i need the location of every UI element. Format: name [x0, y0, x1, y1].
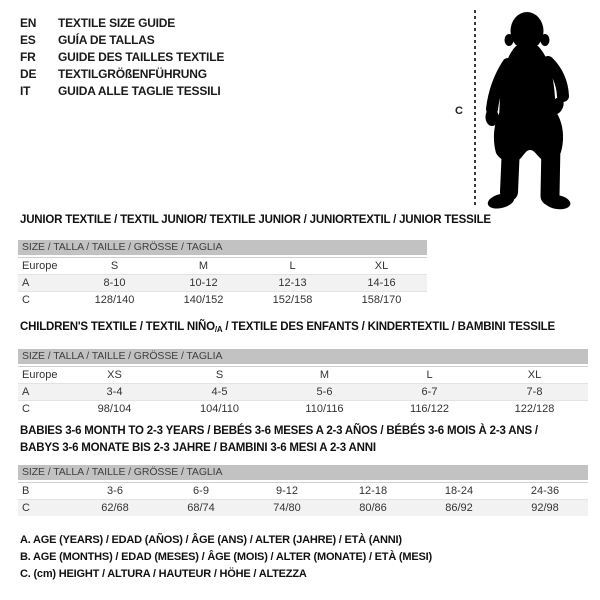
table-cell: 104/110	[200, 403, 239, 415]
row-label: B	[22, 485, 30, 497]
table-cell: 68/74	[187, 502, 215, 514]
table-cell: L	[289, 260, 296, 272]
table-cell: 4-5	[211, 386, 228, 398]
title-part: / TEXTILE DES ENFANTS / KINDERTEXTIL / BAMBINI TESSILE	[222, 321, 555, 333]
lang-code: FR	[20, 50, 36, 64]
lang-row-en	[20, 15, 224, 32]
lang-row-fr	[20, 49, 224, 66]
legend-footnotes	[20, 532, 432, 583]
footnote-c: C. (cm) HEIGHT / ALTURA / HAUTEUR / HÖHE / ALTEZZA	[20, 568, 307, 580]
table-cell: L	[426, 369, 433, 381]
table-cell: 116/122	[410, 403, 449, 415]
table-cell: 12-13	[278, 277, 307, 289]
table-cell: 74/80	[273, 502, 301, 514]
language-header	[20, 15, 224, 100]
table-row-height	[18, 499, 588, 516]
lang-row-de	[20, 66, 224, 83]
table-cell: 86/92	[445, 502, 473, 514]
table-cell: 158/170	[361, 294, 402, 306]
table-cell: 128/140	[94, 294, 135, 306]
lang-title: TEXTILGRÖßENFÜHRUNG	[58, 67, 207, 81]
table-cell: 140/152	[183, 294, 224, 306]
table-cell: 7-8	[526, 386, 543, 398]
junior-table-section	[18, 214, 491, 308]
table-cell: 5-6	[316, 386, 333, 398]
table-row-age	[18, 274, 427, 291]
title-subscript: /A	[214, 325, 223, 334]
table-cell: XL	[527, 369, 542, 381]
table-cell: 98/104	[97, 403, 132, 415]
table-cell: 62/68	[101, 502, 129, 514]
table-cell: S	[215, 369, 224, 381]
table-cell: M	[319, 369, 330, 381]
junior-table-title: JUNIOR TEXTILE / TEXTIL JUNIOR/ TEXTILE JUNIOR / JUNIORTEXTIL / JUNIOR TESSILE	[20, 214, 491, 226]
table-cell: S	[110, 260, 119, 272]
row-label: C	[22, 502, 30, 514]
table-cell: 10-12	[189, 277, 218, 289]
table-row-months	[18, 482, 588, 499]
table-cell: 92/98	[531, 502, 559, 514]
table-row-europe	[18, 257, 427, 274]
row-label: Europe	[22, 260, 58, 272]
table-row-age	[18, 383, 588, 400]
table-cell: XS	[107, 369, 122, 381]
table-cell: 152/158	[272, 294, 313, 306]
table-cell: 122/128	[514, 403, 555, 415]
table-cell: 12-18	[358, 485, 388, 497]
children-table-title	[20, 321, 588, 336]
size-header-bar: SIZE / TALLA / TAILLE / GRÖSSE / TAGLIA	[18, 465, 588, 480]
table-cell: 3-6	[107, 485, 123, 497]
size-header-bar: SIZE / TALLA / TAILLE / GRÖSSE / TAGLIA	[18, 240, 427, 255]
babies-table-section	[18, 423, 588, 516]
lang-code: IT	[20, 84, 31, 98]
table-cell: 3-4	[106, 386, 123, 398]
lang-code: EN	[20, 16, 37, 30]
toddler-silhouette-shapes	[486, 12, 572, 210]
children-table-section	[18, 321, 588, 417]
row-label: A	[22, 386, 30, 398]
size-header-bar: SIZE / TALLA / TAILLE / GRÖSSE / TAGLIA	[18, 349, 588, 364]
table-row-height	[18, 400, 588, 417]
height-measure-label: C	[455, 105, 463, 117]
babies-table-title	[20, 423, 588, 457]
table-cell: 24-36	[530, 485, 560, 497]
title-part: CHILDREN'S TEXTILE / TEXTIL NIÑO	[20, 321, 215, 333]
table-cell: 14-16	[367, 277, 396, 289]
lang-title: GUÍA DE TALLAS	[58, 33, 155, 47]
lang-row-it	[20, 83, 224, 100]
table-cell: 110/116	[305, 403, 344, 415]
row-label: C	[22, 403, 30, 415]
row-label: Europe	[22, 369, 58, 381]
toddler-silhouette	[478, 6, 574, 210]
table-cell: M	[198, 260, 209, 272]
lang-title: GUIDA ALLE TAGLIE TESSILI	[58, 84, 221, 98]
table-cell: 18-24	[444, 485, 474, 497]
height-measure-dashed-line	[474, 10, 476, 208]
table-cell: 6-7	[421, 386, 438, 398]
footnote-b: B. AGE (MONTHS) / EDAD (MESES) / ÂGE (MOIS) / ALTER (MONATE) / ETÀ (MESI)	[20, 551, 432, 563]
lang-row-es	[20, 32, 224, 49]
lang-title: TEXTILE SIZE GUIDE	[58, 16, 176, 30]
lang-code: ES	[20, 33, 36, 47]
row-label: C	[22, 294, 30, 306]
title-line-2: BABYS 3-6 MONATE BIS 2-3 JAHRE / BAMBINI 3-6 MESI A 2-3 ANNI	[20, 442, 376, 454]
table-row-height	[18, 291, 427, 308]
table-cell: 6-9	[193, 485, 209, 497]
table-cell: 8-10	[103, 277, 126, 289]
table-cell: 9-12	[275, 485, 299, 497]
lang-code: DE	[20, 67, 37, 81]
lang-title: GUIDE DES TAILLES TEXTILE	[58, 50, 225, 64]
footnote-a: A. AGE (YEARS) / EDAD (AÑOS) / ÂGE (ANS) / ALTER (JAHRE) / ETÀ (ANNI)	[20, 534, 402, 546]
title-line-1: BABIES 3-6 MONTH TO 2-3 YEARS / BEBÉS 3-6 MESES A 2-3 AÑOS / BÉBÉS 3-6 MOIS À 2-3 ANS /	[20, 425, 538, 437]
row-label: A	[22, 277, 30, 289]
table-cell: 80/86	[359, 502, 387, 514]
table-row-europe	[18, 366, 588, 383]
table-cell: XL	[374, 260, 389, 272]
